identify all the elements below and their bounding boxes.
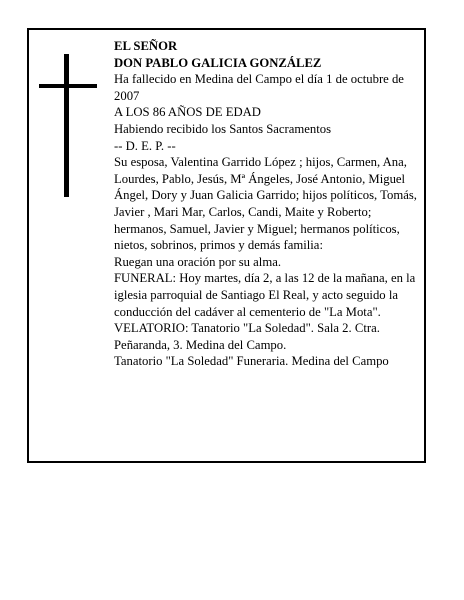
cross-horizontal-bar bbox=[39, 84, 97, 88]
rest-in-peace: -- D. E. P. -- bbox=[114, 138, 176, 153]
wake-details: VELATORIO: Tanatorio "La Soledad". Sala 2. Ctra. Peñaranda, 3. Medina del Campo. bbox=[114, 321, 380, 352]
cross-vertical-bar bbox=[64, 54, 69, 197]
age-at-death: A LOS 86 AÑOS DE EDAD bbox=[114, 105, 261, 120]
funeral-details: FUNERAL: Hoy martes, día 2, a las 12 de la mañana, en la iglesia parroquial de Santiago El Real, y acto seguido la conducción del cadáver al cementerio de "La Mota". bbox=[114, 271, 416, 319]
obituary-text bbox=[114, 38, 419, 370]
prayer-request: Ruegan una oración por su alma. bbox=[114, 254, 282, 269]
death-statement: Ha fallecido en Medina del Campo el día 1 de octubre de 2007 bbox=[114, 72, 404, 103]
sacraments-line: Habiendo recibido los Santos Sacramentos bbox=[114, 121, 332, 136]
family-list: Su esposa, Valentina Garrido López ; hijos, Carmen, Ana, Lourdes, Pablo, Jesús, Mª Ángeles, José Antonio, Miguel Ángel, Dory y Juan Galicia Garrido; hijos políticos, Tomás, Javier , Mari Mar, Carlos, Candi, Maite y Roberto; hermanos, Samuel, Javier y Miguel; hermanos políticos, nietos, sobrinos, primos y demás familia: bbox=[114, 155, 417, 253]
title-honorific: EL SEÑOR bbox=[114, 39, 178, 53]
funeral-home: Tanatorio "La Soledad" Funeraria. Medina del Campo bbox=[114, 354, 389, 369]
deceased-name: DON PABLO GALICIA GONZÁLEZ bbox=[114, 55, 322, 70]
